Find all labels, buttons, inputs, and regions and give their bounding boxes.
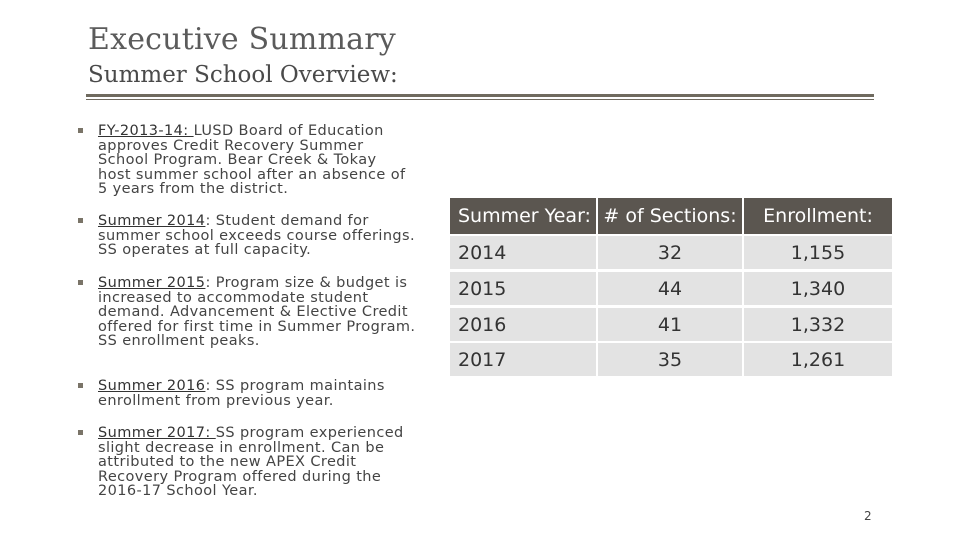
table-header-year: Summer Year:	[450, 198, 596, 234]
bullet-label: Summer 2016	[98, 378, 206, 394]
bullet-label: Summer 2017:	[98, 425, 216, 441]
bullet-text: : Program size & budget is increased to accommodate student demand. Advancement & Elective Credit offered for first time in Summer Program. SS enrollment peaks.	[98, 275, 416, 349]
bullet-label: FY-2013-14:	[98, 123, 194, 139]
table-cell-enrollment: 1,155	[744, 236, 892, 269]
table-cell-year: 2017	[450, 343, 596, 376]
bullet-text: : SS program maintains enrollment from previous year.	[98, 378, 385, 409]
bullet-marker-icon	[78, 430, 83, 435]
bullet-marker-icon	[78, 383, 83, 388]
table-cell-sections: 35	[598, 343, 742, 376]
bullet-label: Summer 2015	[98, 275, 206, 291]
slide-subtitle: Summer School Overview:	[88, 62, 398, 88]
page-number: 2	[864, 509, 872, 523]
bullet-text: LUSD Board of Education approves Credit Recovery Summer School Program. Bear Creek & Tokay host summer school after an absence of 5 years from the district.	[98, 123, 406, 197]
table-cell-sections: 41	[598, 308, 742, 341]
bullet-text: SS program experienced slight decrease in enrollment. Can be attributed to the new APEX Credit Recovery Program offered during the 2016-17 School Year.	[98, 425, 404, 499]
bullet-marker-icon	[78, 128, 83, 133]
table-cell-enrollment: 1,332	[744, 308, 892, 341]
table-header-sections: # of Sections:	[598, 198, 742, 234]
table-cell-enrollment: 1,340	[744, 272, 892, 305]
table-cell-year: 2016	[450, 308, 596, 341]
table-cell-year: 2015	[450, 272, 596, 305]
table-cell-sections: 32	[598, 236, 742, 269]
title-divider-thick	[86, 94, 874, 97]
title-divider-thin	[86, 99, 874, 100]
slide-title: Executive Summary	[88, 22, 396, 57]
bullet-marker-icon	[78, 280, 83, 285]
bullet-label: Summer 2014	[98, 213, 206, 229]
bullet-text: : Student demand for summer school exceeds course offerings. SS operates at full capacity.	[98, 213, 415, 258]
table-cell-enrollment: 1,261	[744, 343, 892, 376]
table-header-enrollment: Enrollment:	[744, 198, 892, 234]
table-cell-sections: 44	[598, 272, 742, 305]
table-cell-year: 2014	[450, 236, 596, 269]
bullet-marker-icon	[78, 218, 83, 223]
